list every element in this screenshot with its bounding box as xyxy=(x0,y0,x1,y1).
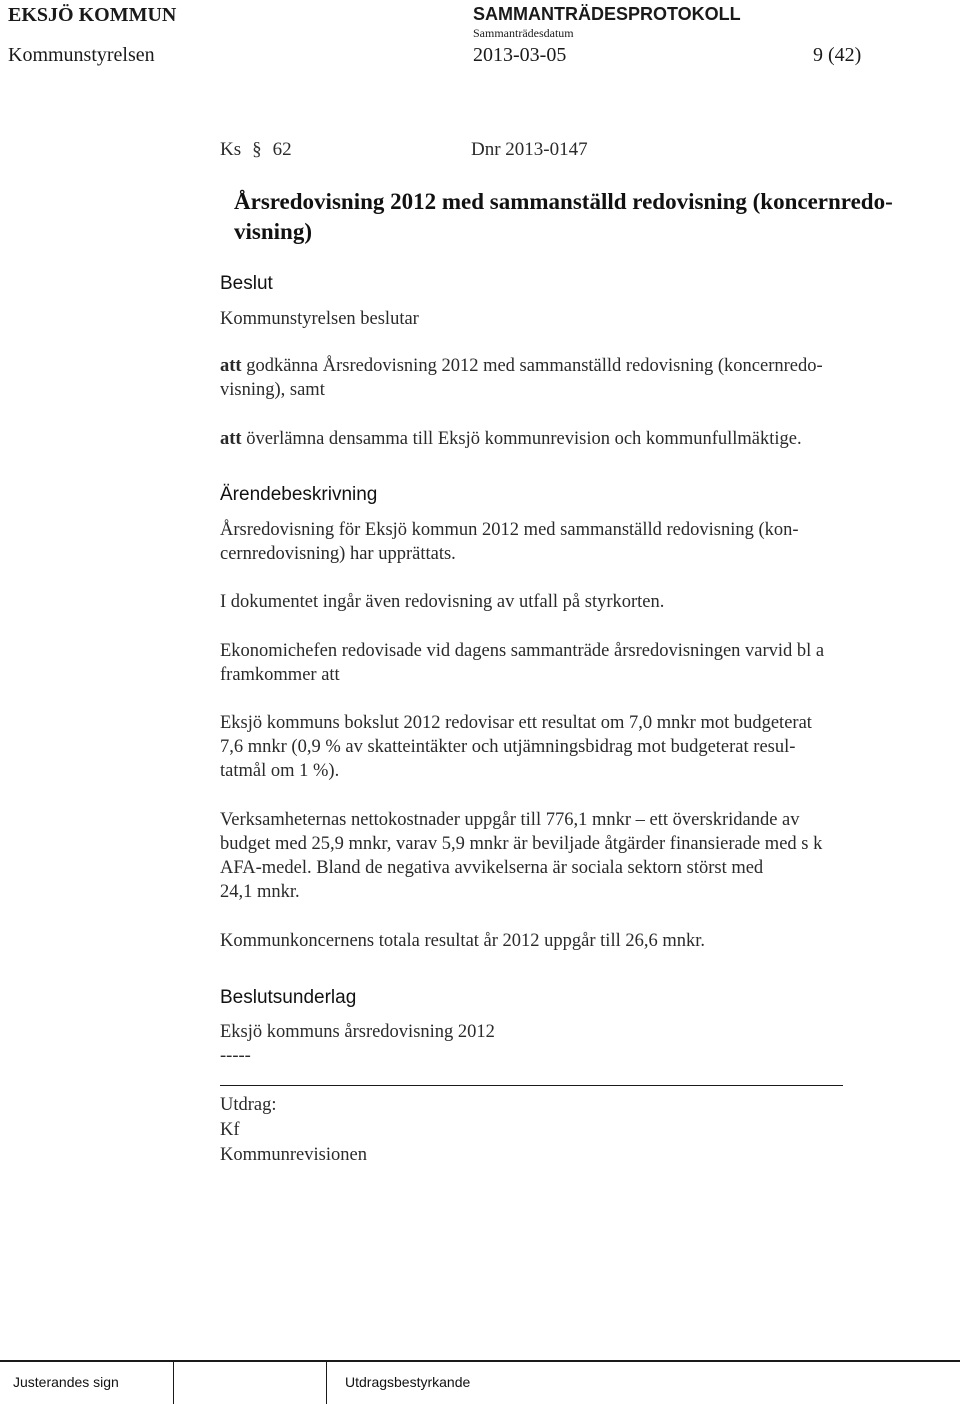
page-title xyxy=(234,187,893,247)
arende-paragraph-3 xyxy=(220,639,900,687)
org-name: EKSJÖ KOMMUN xyxy=(8,4,177,26)
utdrag-recipient: Kf xyxy=(220,1120,240,1140)
utdrag-block xyxy=(220,1093,900,1168)
section-sign-icon: § xyxy=(252,139,262,160)
att-word: att xyxy=(220,429,242,449)
beslut-item-1-line: visning), samt xyxy=(220,380,325,400)
arendebeskrivning-heading: Ärendebeskrivning xyxy=(220,484,378,505)
beslutsunderlag-heading: Beslutsunderlag xyxy=(220,987,357,1008)
beslut-item-2-text: överlämna densamma till Eksjö kommunrevision och kommunfullmäktige. xyxy=(246,429,802,449)
utdrag-label: Utdrag: xyxy=(220,1095,277,1115)
paragraph-line: 7,6 mnkr (0,9 % av skatteintäkter och utjämningsbidrag mot budgeterat resul- xyxy=(220,737,796,757)
paragraph-line: cernredovisning) har upprättats. xyxy=(220,544,456,564)
beslut-item-1-line: godkänna Årsredovisning 2012 med sammanställd redovisning (koncernredo- xyxy=(246,356,823,376)
att-word: att xyxy=(220,356,242,376)
separator-line xyxy=(220,1085,843,1086)
paragraph-line: Eksjö kommuns bokslut 2012 redovisar ett resultat om 7,0 mnkr mot budgeterat xyxy=(220,713,812,733)
beslutsunderlag-item: Eksjö kommuns årsredovisning 2012 xyxy=(220,1022,495,1042)
arende-paragraph-5 xyxy=(220,808,900,904)
beslut-heading: Beslut xyxy=(220,273,273,294)
arende-paragraph-4 xyxy=(220,711,900,783)
case-dnr: Dnr 2013-0147 xyxy=(471,139,588,160)
paragraph-line: AFA-medel. Bland de negativa avvikelserna är sociala sektorn störst med xyxy=(220,858,764,878)
footer-rule xyxy=(0,1360,960,1362)
committee-name: Kommunstyrelsen xyxy=(8,44,155,66)
footer-divider xyxy=(326,1362,327,1404)
page-number: 9 (42) xyxy=(813,44,862,66)
footer-divider xyxy=(173,1362,174,1404)
paragraph-line: 24,1 mnkr. xyxy=(220,882,300,902)
utdrag-recipient: Kommunrevisionen xyxy=(220,1145,367,1165)
case-reference xyxy=(220,139,292,161)
arende-paragraph-1 xyxy=(220,518,900,566)
title-line: Årsredovisning 2012 med sammanställd redovisning (koncernredo- xyxy=(234,189,893,214)
paragraph-line: tatmål om 1 %). xyxy=(220,761,340,781)
paragraph-line: framkommer att xyxy=(220,665,340,685)
case-paragraph: 62 xyxy=(272,139,292,160)
beslut-item-2 xyxy=(220,427,900,451)
arende-paragraph-6: Kommunkoncernens totala resultat år 2012 uppgår till 26,6 mnkr. xyxy=(220,931,706,951)
meeting-date: 2013-03-05 xyxy=(473,44,567,66)
case-ref-prefix: Ks xyxy=(220,139,242,160)
doc-type: SAMMANTRÄDESPROTOKOLL xyxy=(473,4,741,24)
paragraph-line: budget med 25,9 mnkr, varav 5,9 mnkr är beviljade åtgärder finansierade med s k xyxy=(220,834,823,854)
paragraph-line: Verksamheternas nettokostnader uppgår till 776,1 mnkr – ett överskridande av xyxy=(220,810,800,830)
paragraph-line: Ekonomichefen redovisade vid dagens sammanträde årsredovisningen varvid bl a xyxy=(220,641,825,661)
footer-justerandes-sign: Justerandes sign xyxy=(13,1374,119,1390)
paragraph-line: Årsredovisning för Eksjö kommun 2012 med sammanställd redovisning (kon- xyxy=(220,520,799,540)
date-label: Sammanträdesdatum xyxy=(473,26,574,40)
dashes-separator: ----- xyxy=(220,1046,251,1066)
beslut-item-1 xyxy=(220,354,900,402)
footer-utdragsbestyrkande: Utdragsbestyrkande xyxy=(345,1374,471,1390)
arende-paragraph-2: I dokumentet ingår även redovisning av utfall på styrkorten. xyxy=(220,592,665,612)
title-line: visning) xyxy=(234,219,312,244)
beslut-intro: Kommunstyrelsen beslutar xyxy=(220,309,419,329)
